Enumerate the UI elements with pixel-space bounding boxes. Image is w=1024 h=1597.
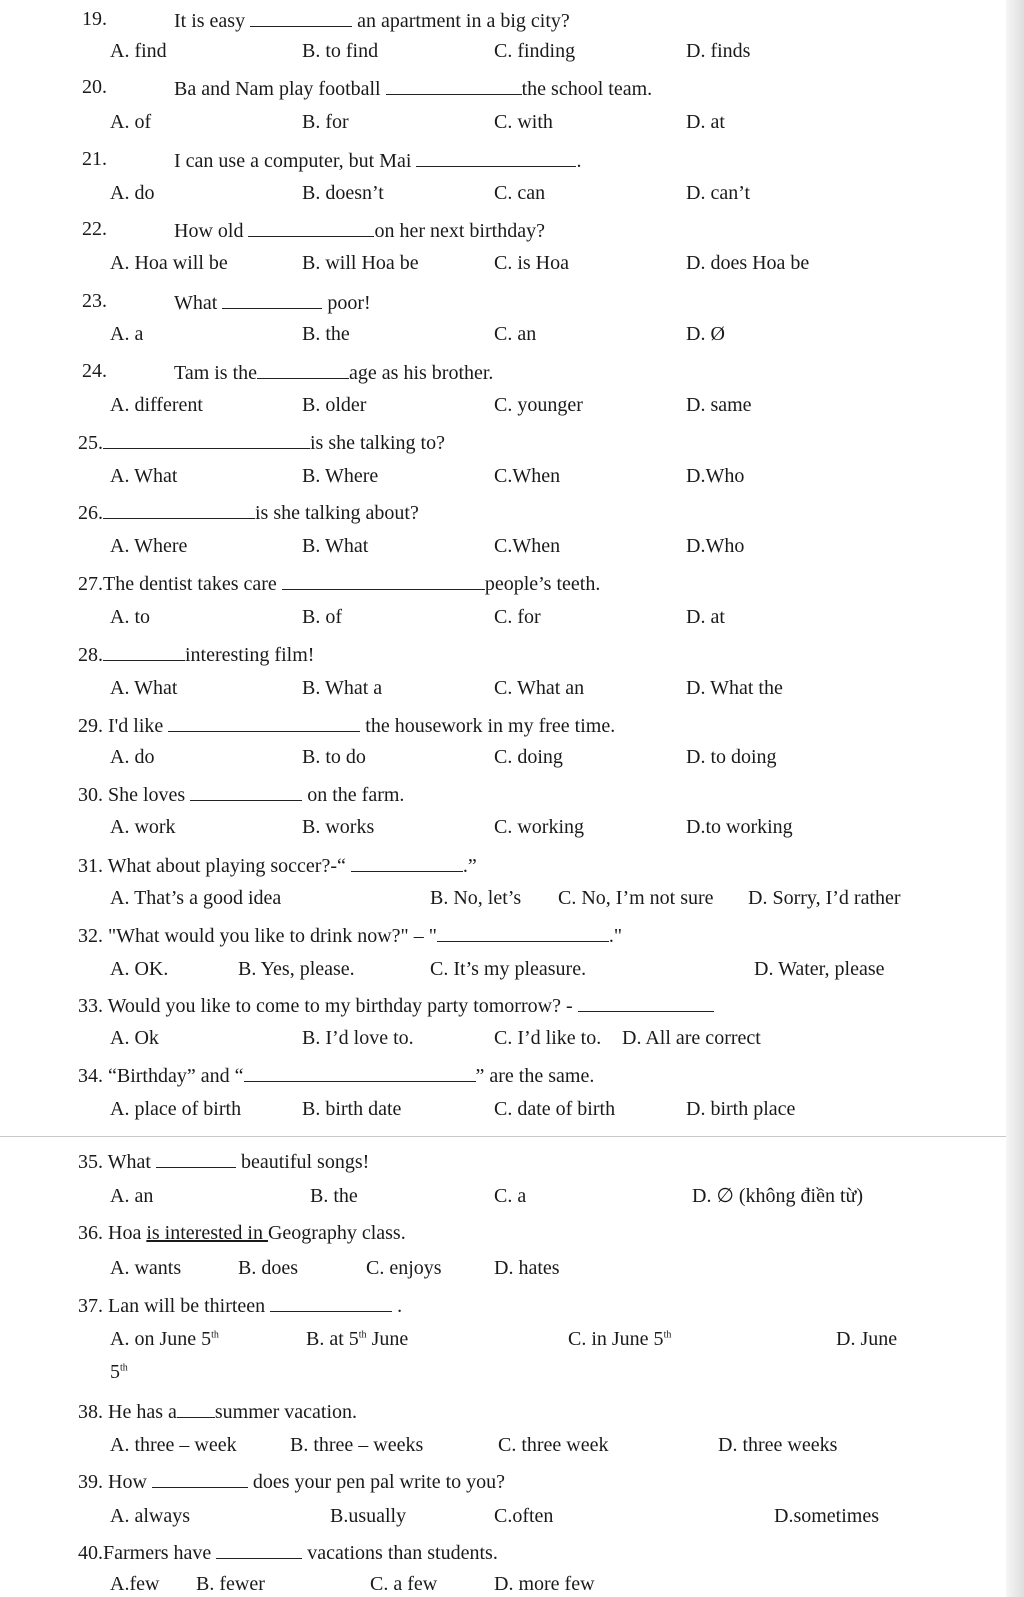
- option-c[interactable]: C. I’d like to.: [494, 1027, 602, 1049]
- option-a[interactable]: A. different: [110, 394, 203, 416]
- option-d[interactable]: D. does Hoa be: [686, 252, 810, 274]
- option-a[interactable]: A. What: [110, 465, 178, 487]
- question-23: [82, 288, 371, 314]
- option-b[interactable]: B. birth date: [302, 1098, 402, 1120]
- question-text: She loves on the farm.: [108, 784, 404, 806]
- question-text: Would you like to come to my birthday party tomorrow? -: [108, 995, 714, 1017]
- option-c[interactable]: C. younger: [494, 394, 583, 416]
- question-text: The dentist takes care people’s teeth.: [103, 573, 600, 595]
- question-number: 38.: [78, 1401, 103, 1423]
- option-d[interactable]: D. three weeks: [718, 1434, 838, 1456]
- option-b[interactable]: B. works: [302, 816, 375, 838]
- question-text: Tam is the age as his brother.: [174, 358, 493, 386]
- option-a[interactable]: A. Hoa will be: [110, 252, 228, 274]
- option-d[interactable]: D. can’t: [686, 182, 751, 204]
- option-b[interactable]: B.usually: [330, 1505, 407, 1527]
- option-c[interactable]: C. in June 5th: [568, 1328, 672, 1350]
- option-d[interactable]: D. birth place: [686, 1098, 796, 1120]
- option-b[interactable]: B. at 5th June: [306, 1328, 409, 1350]
- question-26: [78, 498, 419, 524]
- question-text: What about playing soccer?-“ .”: [108, 855, 477, 877]
- option-d[interactable]: D. at: [686, 606, 725, 628]
- answer-blank[interactable]: [351, 851, 463, 872]
- option-d[interactable]: D.Who: [686, 535, 745, 557]
- question-34: [78, 1061, 594, 1087]
- question-number: 24.: [82, 360, 107, 382]
- option-a[interactable]: A. to: [110, 606, 150, 628]
- option-b[interactable]: B. doesn’t: [302, 182, 384, 204]
- option-a[interactable]: A. Ok: [110, 1027, 159, 1049]
- question-number: 20.: [82, 76, 107, 98]
- answer-blank[interactable]: [216, 1538, 302, 1559]
- option-c[interactable]: C.When: [494, 535, 561, 557]
- question-text: What poor!: [174, 288, 371, 316]
- option-c[interactable]: C.When: [494, 465, 561, 487]
- option-a[interactable]: A. find: [110, 40, 167, 62]
- question-text: interesting film!: [185, 644, 315, 666]
- question-30: [78, 780, 404, 806]
- option-a[interactable]: A. of: [110, 111, 152, 133]
- answer-blank[interactable]: [222, 288, 322, 309]
- option-b[interactable]: B. to find: [302, 40, 379, 62]
- answer-blank[interactable]: [437, 921, 609, 942]
- answer-blank[interactable]: [177, 1397, 215, 1418]
- option-b[interactable]: B. What: [302, 535, 369, 557]
- option-a[interactable]: A. do: [110, 182, 155, 204]
- option-c[interactable]: C. with: [494, 111, 553, 133]
- question-text: I'd like the housework in my free time.: [108, 715, 615, 737]
- option-a[interactable]: A. That’s a good idea: [110, 887, 282, 909]
- question-35: [78, 1147, 369, 1173]
- option-d[interactable]: D. at: [686, 111, 725, 133]
- question-number: 29.: [78, 715, 103, 737]
- underlined-phrase: is interested in: [146, 1222, 268, 1244]
- option-d[interactable]: D. finds: [686, 40, 751, 62]
- option-c[interactable]: C. finding: [494, 40, 576, 62]
- question-text: How does your pen pal write to you?: [108, 1471, 505, 1493]
- question-number: 40.: [78, 1542, 103, 1564]
- question-22: [82, 216, 545, 242]
- question-number: 35.: [78, 1151, 103, 1173]
- answer-blank[interactable]: [282, 569, 485, 590]
- question-number: 28.: [78, 644, 103, 666]
- option-c[interactable]: C. a: [494, 1185, 527, 1207]
- answer-blank[interactable]: [244, 1061, 476, 1082]
- option-a[interactable]: A. three – week: [110, 1434, 237, 1456]
- option-b[interactable]: B. does: [238, 1257, 298, 1279]
- question-number: 25.: [78, 432, 103, 454]
- question-28: [78, 640, 314, 666]
- option-c[interactable]: C. three week: [498, 1434, 609, 1456]
- option-d[interactable]: D. Water, please: [754, 958, 885, 980]
- question-number: 36.: [78, 1222, 103, 1244]
- question-number: 21.: [82, 148, 107, 170]
- answer-blank[interactable]: [386, 74, 522, 95]
- option-b[interactable]: B. older: [302, 394, 367, 416]
- option-a[interactable]: A. What: [110, 677, 178, 699]
- answer-blank[interactable]: [270, 1291, 392, 1312]
- option-a[interactable]: A. an: [110, 1185, 154, 1207]
- option-c[interactable]: C. No, I’m not sure: [558, 887, 714, 909]
- option-d[interactable]: D. ∅ (không điền từ): [692, 1185, 864, 1207]
- question-text: Ba and Nam play football the school team.: [174, 74, 652, 102]
- option-b[interactable]: B. of: [302, 606, 342, 628]
- question-number: 37.: [78, 1295, 103, 1317]
- question-number: 23.: [82, 290, 107, 312]
- question-29: [78, 711, 615, 737]
- option-b[interactable]: B. the: [302, 323, 350, 345]
- option-d[interactable]: D. hates: [494, 1257, 560, 1279]
- option-d[interactable]: D. more few: [494, 1573, 595, 1595]
- option-c[interactable]: C. working: [494, 816, 584, 838]
- option-d-continued: 5th: [110, 1361, 128, 1383]
- answer-blank[interactable]: [416, 146, 576, 167]
- option-d[interactable]: D.Who: [686, 465, 745, 487]
- option-b[interactable]: B. Where: [302, 465, 379, 487]
- option-c[interactable]: C. is Hoa: [494, 252, 569, 274]
- answer-blank[interactable]: [103, 640, 185, 661]
- option-a[interactable]: A. OK.: [110, 958, 169, 980]
- question-number: 33.: [78, 995, 103, 1017]
- option-a[interactable]: A. Where: [110, 535, 188, 557]
- option-c[interactable]: C. for: [494, 606, 541, 628]
- question-number: 27.: [78, 573, 103, 595]
- question-number: 32.: [78, 925, 103, 947]
- option-b[interactable]: B. I’d love to.: [302, 1027, 414, 1049]
- question-text: is she talking about?: [255, 502, 419, 524]
- option-a[interactable]: A. work: [110, 816, 176, 838]
- question-number: 34.: [78, 1065, 103, 1087]
- option-b[interactable]: B. the: [310, 1185, 358, 1207]
- option-b[interactable]: B. to do: [302, 746, 366, 768]
- question-text: I can use a computer, but Mai .: [174, 146, 581, 174]
- answer-blank[interactable]: [168, 711, 360, 732]
- question-text: Hoa is interested in Geography class.: [108, 1222, 406, 1244]
- question-text: “Birthday” and “ ” are the same.: [108, 1065, 594, 1087]
- question-text: is she talking to?: [310, 432, 445, 454]
- option-c[interactable]: C. date of birth: [494, 1098, 616, 1120]
- option-a[interactable]: A. wants: [110, 1257, 182, 1279]
- option-c[interactable]: C. a few: [370, 1573, 438, 1595]
- question-number: 30.: [78, 784, 103, 806]
- answer-blank[interactable]: [103, 498, 255, 519]
- question-40: [78, 1538, 498, 1564]
- answer-blank[interactable]: [152, 1467, 248, 1488]
- question-number: 26.: [78, 502, 103, 524]
- option-a[interactable]: A. do: [110, 746, 155, 768]
- option-d[interactable]: D. June: [836, 1328, 898, 1350]
- option-d[interactable]: D. What the: [686, 677, 783, 699]
- option-c[interactable]: C. enjoys: [366, 1257, 442, 1279]
- question-text: What beautiful songs!: [108, 1151, 370, 1173]
- question-text: How old on her next birthday?: [174, 216, 545, 244]
- question-text: He has a summer vacation.: [108, 1401, 357, 1423]
- option-b[interactable]: B. for: [302, 111, 349, 133]
- option-c[interactable]: C. can: [494, 182, 546, 204]
- question-36: [78, 1220, 406, 1246]
- option-b[interactable]: B. three – weeks: [290, 1434, 424, 1456]
- question-text: Lan will be thirteen .: [108, 1295, 402, 1317]
- option-d[interactable]: D.to working: [686, 816, 793, 838]
- option-d[interactable]: D. same: [686, 394, 752, 416]
- question-19: [82, 6, 570, 32]
- answer-blank[interactable]: [578, 991, 714, 1012]
- answer-blank[interactable]: [257, 358, 349, 379]
- question-39: [78, 1467, 505, 1493]
- option-a[interactable]: A.few: [110, 1573, 160, 1595]
- page-break-divider: [0, 1136, 1006, 1137]
- option-d[interactable]: D. Ø: [686, 323, 725, 345]
- option-b[interactable]: B. No, let’s: [430, 887, 522, 909]
- answer-blank[interactable]: [250, 6, 352, 27]
- option-b[interactable]: B. Yes, please.: [238, 958, 355, 980]
- question-33: [78, 991, 714, 1017]
- option-b[interactable]: B. will Hoa be: [302, 252, 419, 274]
- answer-blank[interactable]: [190, 780, 302, 801]
- question-37: [78, 1291, 402, 1317]
- question-21: [82, 146, 582, 172]
- question-32: [78, 921, 622, 947]
- question-text: Farmers have vacations than students.: [103, 1542, 498, 1564]
- option-c[interactable]: C. What an: [494, 677, 585, 699]
- option-b[interactable]: B. What a: [302, 677, 383, 699]
- option-d[interactable]: D. to doing: [686, 746, 777, 768]
- question-text: It is easy an apartment in a big city?: [174, 6, 570, 34]
- page-edge-shadow: [1006, 0, 1024, 1597]
- option-c[interactable]: C. doing: [494, 746, 563, 768]
- answer-blank[interactable]: [248, 216, 374, 237]
- option-a[interactable]: A. always: [110, 1505, 190, 1527]
- question-number: 22.: [82, 218, 107, 240]
- answer-blank[interactable]: [103, 428, 310, 449]
- question-24: [82, 358, 494, 384]
- option-d[interactable]: D. All are correct: [622, 1027, 761, 1049]
- option-a[interactable]: A. on June 5th: [110, 1328, 219, 1350]
- answer-blank[interactable]: [156, 1147, 236, 1168]
- question-number: 19.: [82, 8, 107, 30]
- option-d[interactable]: D. Sorry, I’d rather: [748, 887, 901, 909]
- question-number: 39.: [78, 1471, 103, 1493]
- option-c[interactable]: C. an: [494, 323, 537, 345]
- option-a[interactable]: A. a: [110, 323, 144, 345]
- option-c[interactable]: C.often: [494, 1505, 554, 1527]
- question-25: [78, 428, 445, 454]
- question-27: [78, 569, 600, 595]
- question-31: [78, 851, 477, 877]
- option-a[interactable]: A. place of birth: [110, 1098, 242, 1120]
- question-38: [78, 1397, 357, 1423]
- option-d[interactable]: D.sometimes: [774, 1505, 879, 1527]
- question-20: [82, 74, 653, 100]
- option-b[interactable]: B. fewer: [196, 1573, 265, 1595]
- question-number: 31.: [78, 855, 103, 877]
- question-text: "What would you like to drink now?" – " .": [108, 925, 622, 947]
- option-c[interactable]: C. It’s my pleasure.: [430, 958, 587, 980]
